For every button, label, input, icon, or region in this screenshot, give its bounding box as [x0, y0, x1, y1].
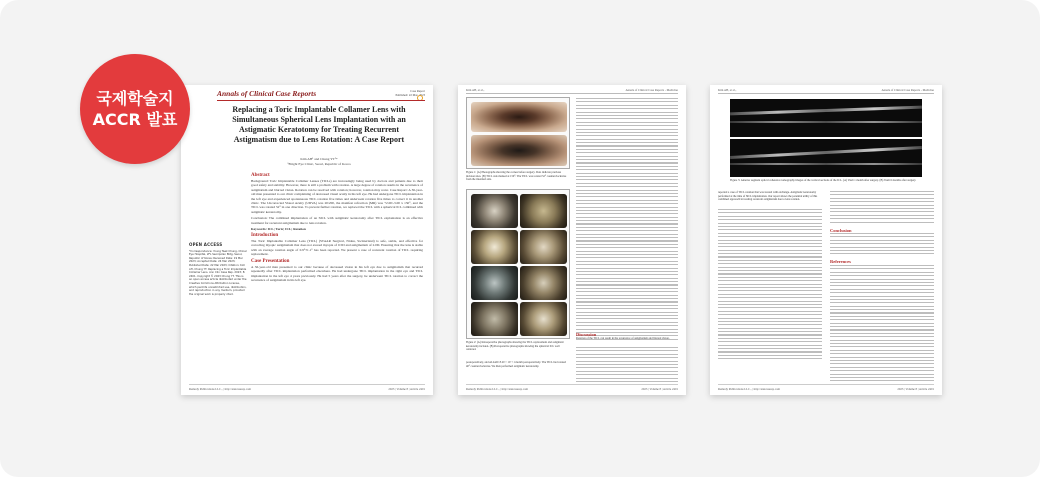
eye-photo-c: [471, 194, 518, 228]
header-authors: Kim AH, et al.,: [718, 88, 737, 92]
conference-badge: [80, 54, 190, 164]
page3-left-column: [718, 209, 822, 362]
eye-photo-f: [520, 230, 567, 264]
page2-left-text: postoperatively, and AL2AD: 8.20 × 10⁻³ 1 month postoperatively. The TICL had rotated 40° counterclockwise. We then performed astigmatic keratotomy.: [466, 361, 567, 368]
badge-line-2: ACCR 발표: [92, 110, 178, 129]
discussion-text: Rotation of the TICL can result in the recurrence of astigmatism and blurred vision.: [576, 337, 670, 340]
figure-1: [466, 97, 570, 169]
header-journal: Annals of Clinical Case Reports - Medicine: [625, 88, 678, 92]
footer-publisher: Remedy Publications LLC., | http://anncaserep.com: [189, 387, 252, 391]
oct-image-a: [730, 99, 922, 137]
footer-publisher: Remedy Publications LLC., | http://anncaserep.com: [718, 387, 781, 391]
figure-3-caption: Figure 3: Anterior segment optical coherence tomography images of the vertical sections of the ICL. (A) Vault 1 month after surgery. (B) Vault 6 months after surgery.: [730, 179, 917, 182]
article-authors: [221, 157, 417, 167]
eye-photo-g: [471, 266, 518, 300]
conclusion-heading: Conclusion: [830, 228, 852, 233]
eye-photo-d: [520, 194, 567, 228]
keywords: Keywords: ICL; Toric; ICL; Rotation: [251, 227, 306, 232]
page-footer: [718, 384, 934, 391]
page3-conclusion-lines: [830, 233, 934, 257]
open-access-label: OPEN ACCESS: [189, 242, 223, 247]
figure-2-caption: Figure 2: (A) Intraoperative photographs showing the TICL replacement and astigmatic keratotomy incision. (B) Postoperative photographs showing the spherical ICL well centered.: [466, 341, 565, 352]
paper-page-1: [181, 85, 433, 395]
case-text: A 36-year-old man presented to our clinic because of decreased vision in his left eye due to astigmatism that recurred repeatedly after TICL implantation performed elsewhere. He had undergone TICL implantation in the right eye and TICL implantation in the left eye 4 years previously. He had 5 years after the surgery, he underwent TICL rotation to correct the recurrence of astigmatism in his left eye.: [251, 264, 423, 282]
conclusion-text: Conclusion: The combined implantation of an SICL with astigmatic keratotomy after TICL explantation is an effective treatment for recurrent astigmatism due to lens rotation.: [251, 216, 423, 225]
page2-text-column: [576, 98, 678, 342]
oct-image-b: [730, 139, 922, 177]
page-footer: [466, 384, 678, 391]
eye-photo-h: [520, 266, 567, 300]
author-names: Kim AH¹ and Chung YT²*: [300, 157, 338, 161]
eye-photo-e: [471, 230, 518, 264]
eye-photo-j: [520, 302, 567, 336]
header-rule: [217, 100, 425, 101]
eye-photo-i: [471, 302, 518, 336]
page3-references: [830, 265, 934, 384]
abstract-heading: Abstract: [251, 173, 270, 178]
journal-title: Annals of Clinical Case Reports: [217, 89, 317, 98]
footer-volume: 2023 | Volume 8 | Article 2401: [641, 387, 678, 391]
journal-meta-type: Case Report: [410, 89, 425, 93]
page-header: [718, 88, 934, 94]
figure-1-caption: Figure 1: (A) Photographs showing the cornea before surgery. Dots indicate previous incision sites. (B) TICL axis marked at 150°. The TICL was rotated 52° counterclockwise from the intended axis.: [466, 171, 567, 182]
page-header: [466, 88, 678, 94]
footer-publisher: Remedy Publications LLC., | http://anncaserep.com: [466, 387, 529, 391]
article-sidebar: [189, 243, 247, 296]
page2-text-column-end: [576, 347, 678, 384]
page-footer: [189, 384, 425, 391]
introduction-heading: Introduction: [251, 233, 279, 239]
header-journal: Annals of Clinical Case Reports - Medicine: [881, 88, 934, 92]
journal-meta-date: Published: 22 Mar, 2023: [395, 93, 425, 97]
article-title: Replacing a Toric Implantable Collamer Lens with Simultaneous Spherical Lens Implantation with an Astigmatic Keratotomy for Treating Recurrent Astigmatism due to Lens Rotation: A Case Report: [232, 105, 406, 144]
footer-volume: 2023 | Volume 8 | Article 2401: [388, 387, 425, 391]
eye-photo-b: [471, 135, 567, 166]
figure-2: [466, 189, 570, 339]
header-authors: Kim AH, et al.,: [466, 88, 485, 92]
sidebar-details: *Correspondence: Young Taek Chung, Chinal Eye Hospital, 2FL Seoripolan Bldg, Seoul, Republic of Korea; Received Date: 19 Mar 2023; Accepted Date: 24 Mar 2023; Published Date: 22 Mar 2023; Citation: Kim AH, Chung YT. Replacing a Toric Implantable Collamer Lens. Ann Clin Case Rep. 2023; 8: 2401. Copyright © 2023 Chung YT. This is an open access article distributed under the Creative Commons Attribution License, which permits unrestricted use, distribution, and reproduction in any medium, provided the original work is properly cited.: [189, 249, 247, 296]
paper-page-2: [458, 85, 686, 395]
page3-right-column: [830, 191, 934, 225]
introduction-text: The Toric Implantable Collamer Lens (TICL) (STAAR Surgical, Nidau, Switzerland) is safe, stable, and effective for correcting myopic astigmatism that does not exceed myopia of 0.5D and astigmatism of 2.0D. Ensuring that the lens is stable with an average rotation angle of 0.9°±1.1° has been reported. We present a case of recurrent rotation of TICL requiring replacement.: [251, 239, 423, 257]
author-affiliation: ¹Bright Eye Clinic, Seoul, Republic of Korea: [287, 162, 351, 166]
eye-photo-a: [471, 102, 567, 132]
footer-volume: 2023 | Volume 8 | Article 2401: [897, 387, 934, 391]
page3-body-text: reported a case of TICL rotation that was treated with exchange. Astigmatic keratotomy performed at the time of SICL implantation. Our report shows the potential utility of this combined approach in treating recurrent astigmatism due to lens rotation.: [718, 191, 818, 202]
paper-page-3: [710, 85, 942, 395]
discussion-heading: Discussion: [576, 332, 597, 337]
badge-line-1: 국제학술지: [96, 89, 174, 108]
abstract-text: Background: Toric Implantable Collamer Lenses (TICLs) are increasingly being used by doctors and patients due to their good safety and stability. However, there is still a problem with rotation. A large degree of rotation results in the recurrence of astigmatism and blurred vision. Rotation can be resolved with rotation; however, rotation may recur. Case Report: A 36-year-old man presented to our clinic complaining of decreased visual acuity in his left eye. He had undergone TICL implantation in the left eye and experienced spontaneous TICL rotation five times and underwent rotation five times to correct it in another clinic. The Uncorrected Visual Acuity (UDVA) was 20/200, the manifest refraction (MR) was +2.00/-3.00 x 150°, and the TICL was rotated 52° in one direction. To prevent further rotation, we replaced the TICL with a spherical ICL combined with astigmatic keratotomy.: [251, 179, 423, 214]
case-heading: Case Presentation: [251, 258, 290, 264]
references-heading: References: [830, 259, 851, 264]
article-body: [251, 171, 423, 282]
